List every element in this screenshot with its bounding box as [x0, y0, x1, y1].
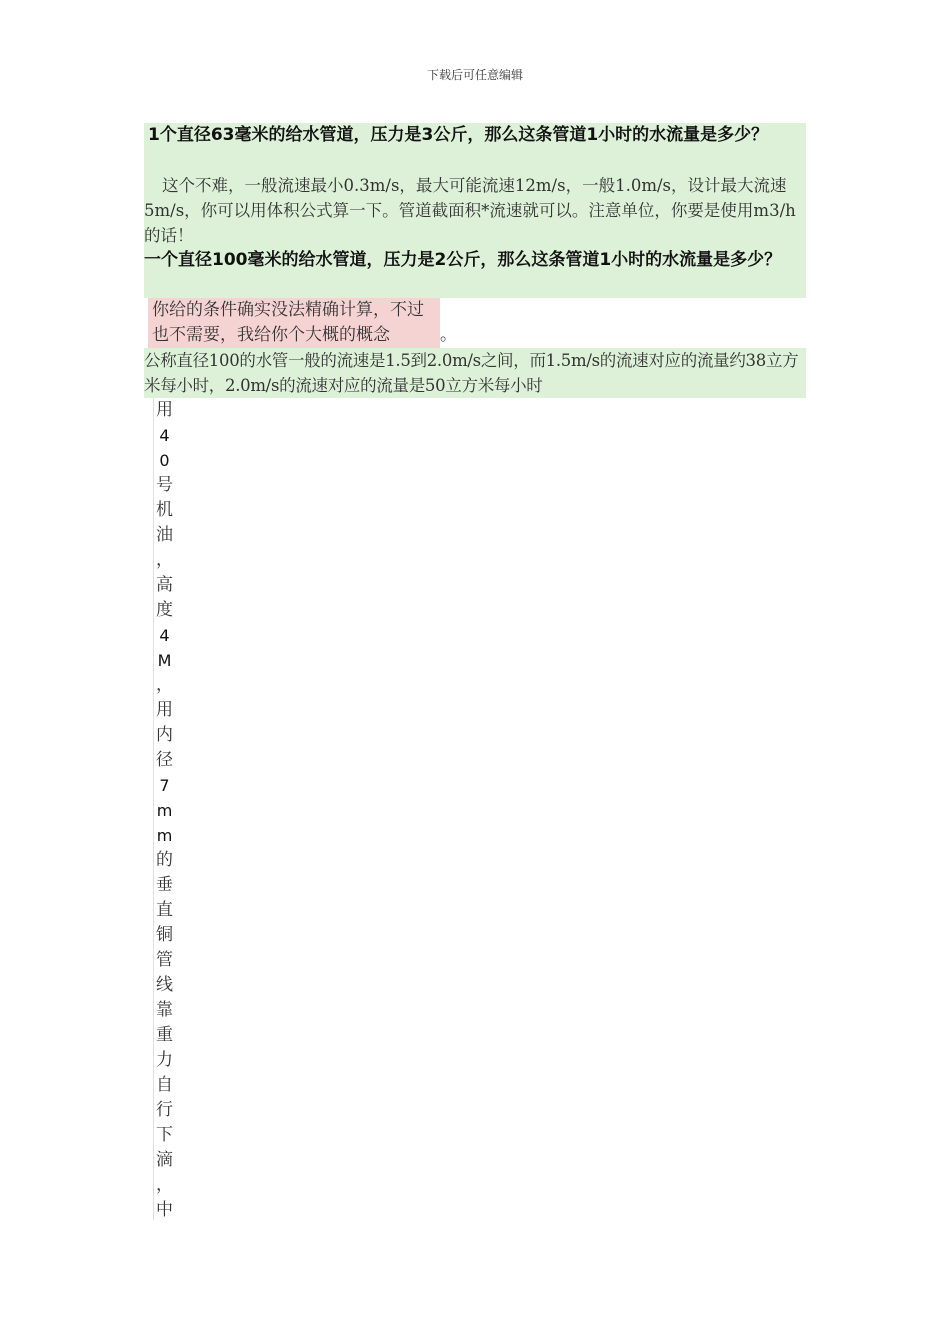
vertical-char: 号	[156, 475, 173, 495]
vertical-char: 度	[156, 600, 173, 620]
vertical-char: 径	[156, 750, 173, 770]
vertical-char: 力	[156, 1050, 173, 1070]
vertical-char: 重	[156, 1025, 173, 1045]
page-header-note: 下载后可任意编辑	[426, 68, 523, 82]
vertical-char: 7	[159, 776, 170, 795]
answer-1: 这个不难，一般流速最小0.3m/s，最大可能流速12m/s，一般1.0m/s，设计最大流速5m/s，你可以用体积公式算一下。管道截面积*流速就可以。注意单位，你要是使用m3/h的话！	[144, 173, 806, 248]
vertical-char: 管	[156, 950, 173, 970]
vertical-char: 高	[156, 575, 173, 595]
vertical-char: ，	[156, 675, 173, 695]
vertical-char: 4	[159, 426, 170, 445]
vertical-char: M	[157, 651, 172, 670]
vertical-char: 的	[156, 850, 173, 870]
vertical-char: 垂	[156, 875, 173, 895]
vertical-char: 4	[159, 626, 170, 645]
answer-2-note-text: 你给的条件确实没法精确计算，不过也不需要，我给你个大概的概念	[152, 300, 424, 345]
answer-2-note-tail: 。	[440, 323, 457, 348]
vertical-char: 直	[156, 900, 173, 920]
vertical-char: 机	[156, 500, 173, 520]
vertical-char: 线	[156, 975, 173, 995]
vertical-char: ，	[156, 550, 173, 570]
vertical-char: 中	[156, 1200, 173, 1220]
vertical-char: 自	[156, 1075, 173, 1095]
vertical-char: 滴	[156, 1150, 173, 1170]
vertical-char: 0	[159, 451, 170, 470]
answer-2-note	[148, 298, 457, 348]
vertical-char: ，	[156, 1175, 173, 1195]
answer-2: 公称直径100的水管一般的流速是1.5到2.0m/s之间，而1.5m/s的流速对应的流量约38立方米每小时，2.0m/s的流速对应的流量是50立方米每小时	[144, 348, 806, 398]
vertical-char: 内	[156, 725, 173, 745]
question-1: 1个直径63毫米的给水管道，压力是3公斤，那么这条管道1小时的水流量是多少？	[144, 123, 806, 173]
vertical-char: 下	[156, 1125, 173, 1145]
vertical-char: 油	[156, 525, 173, 545]
vertical-char: 铜	[156, 925, 173, 945]
vertical-char: 用	[156, 700, 173, 720]
vertical-char: 靠	[156, 1000, 173, 1020]
vertical-text-column	[153, 398, 175, 1220]
vertical-char: 行	[156, 1100, 173, 1120]
vertical-char: 用	[156, 400, 173, 420]
vertical-char: m	[156, 826, 173, 845]
question-2: 一个直径100毫米的给水管道，压力是2公斤，那么这条管道1小时的水流量是多少？	[144, 248, 806, 298]
vertical-char: m	[156, 801, 173, 820]
